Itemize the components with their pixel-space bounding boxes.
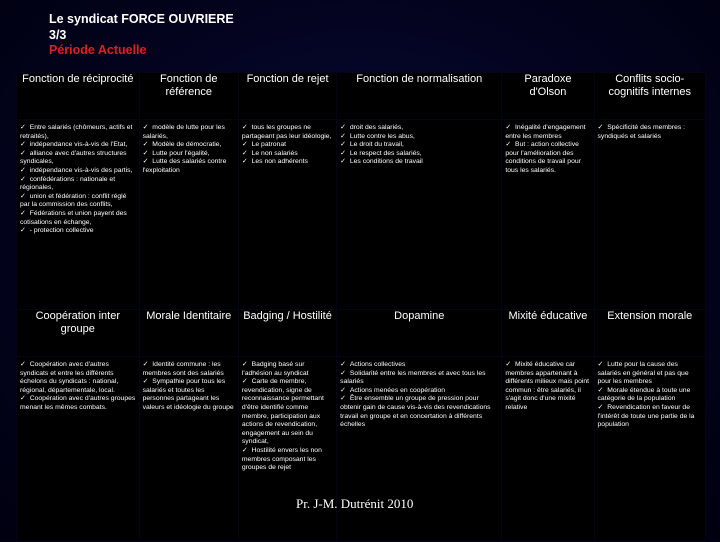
title-line-3: Période Actuelle bbox=[49, 43, 147, 57]
body-cell bbox=[502, 357, 594, 542]
bullet-item: ✓ Coopération avec d'autres groupes menant les mêmes combats. bbox=[20, 395, 136, 412]
header-cell bbox=[502, 310, 594, 357]
bullet-item: ✓ Le non salariés bbox=[242, 150, 333, 159]
bullet-item: ✓ Le droit du travail, bbox=[340, 141, 498, 150]
bullet-item: ✓ Badging basé sur l'adhésion au syndicat bbox=[242, 361, 333, 378]
header-label: Mixité éducative bbox=[508, 310, 588, 322]
bullet-list bbox=[598, 361, 702, 430]
header-cell bbox=[594, 310, 705, 357]
bullet-item: ✓ But : action collective pour l'amélioration des conditions de travail pour tous les salariés. bbox=[505, 141, 590, 175]
bullet-item: ✓ Les non adhérents bbox=[242, 158, 333, 167]
header-label: Paradoxe d'Olson bbox=[524, 73, 572, 98]
bullet-item: ✓ droit des salariés, bbox=[340, 124, 498, 133]
bullet-item: ✓ Morale étendue à toute une catégorie de la population bbox=[598, 387, 702, 404]
bullet-item: ✓ Solidarité entre les membres et avec tous les salariés bbox=[340, 370, 498, 387]
body-cell bbox=[337, 120, 502, 310]
body-cell bbox=[139, 120, 238, 310]
body-cell bbox=[594, 120, 705, 310]
header-cell bbox=[238, 310, 336, 357]
bullet-list bbox=[143, 124, 235, 176]
bullet-list bbox=[20, 124, 136, 236]
header-label: Fonction de réciprocité bbox=[22, 73, 134, 85]
body-row-1 bbox=[17, 120, 706, 310]
bullet-list bbox=[340, 361, 498, 430]
bullet-item: ✓ Fédérations et union payent des cotisations en échange, bbox=[20, 210, 136, 227]
bullet-item: ✓ modèle de lutte pour les salariés, bbox=[143, 124, 235, 141]
header-cell bbox=[17, 310, 140, 357]
body-cell bbox=[594, 357, 705, 542]
bullet-item: ✓ alliance avec d'autres structures syndicales, bbox=[20, 150, 136, 167]
header-cell bbox=[594, 73, 705, 120]
bullet-list bbox=[242, 361, 333, 473]
bullet-list bbox=[143, 361, 235, 413]
bullet-item: ✓ indépendance vis-à-vis de l'Etat, bbox=[20, 141, 136, 150]
bullet-item: ✓ Le respect des salariés, bbox=[340, 150, 498, 159]
body-cell bbox=[17, 357, 140, 542]
bullet-item: ✓ Hostilité envers les non membres composant les groupes de rejet bbox=[242, 447, 333, 473]
header-label: Badging / Hostilité bbox=[243, 310, 332, 322]
bullet-item: ✓ confédérations : nationale et régionales, bbox=[20, 176, 136, 193]
header-row-2 bbox=[17, 310, 706, 357]
body-cell bbox=[238, 120, 336, 310]
bullet-item: ✓ Lutte des salariés contre l'exploitation bbox=[143, 158, 235, 175]
body-row-2 bbox=[17, 357, 706, 542]
bullet-item: ✓ - protection collective bbox=[20, 227, 136, 236]
bullet-item: ✓ Mixité éducative car membres appartenant à différents milieux mais point commun : être salariés, il s'agit donc d'une mixité relative bbox=[505, 361, 590, 413]
title-line-1: Le syndicat FORCE OUVRIERE bbox=[49, 12, 234, 26]
bullet-item: ✓ Lutte contre les abus, bbox=[340, 133, 498, 142]
bullet-item: ✓ Revendication en faveur de l'intérêt de toute une partie de la population bbox=[598, 404, 702, 430]
header-row-1 bbox=[17, 73, 706, 120]
header-cell bbox=[17, 73, 140, 120]
header-cell bbox=[139, 73, 238, 120]
body-cell bbox=[139, 357, 238, 542]
body-cell bbox=[337, 357, 502, 542]
header-cell bbox=[238, 73, 336, 120]
body-cell bbox=[502, 120, 594, 310]
footer-credit: Pr. J-M. Dutrénit 2010 bbox=[296, 496, 414, 511]
bullet-item: ✓ Modèle de démocratie, bbox=[143, 141, 235, 150]
body-cell bbox=[17, 120, 140, 310]
header-label: Extension morale bbox=[607, 310, 693, 322]
header-label: Fonction de normalisation bbox=[356, 73, 483, 85]
bullet-item: ✓ Sympathie pour tous les salariés et toutes les personnes partageant les valeurs et idéologie du groupe bbox=[143, 378, 235, 412]
bullet-item: ✓ Entre salariés (chômeurs, actifs et retraités), bbox=[20, 124, 136, 141]
header-label: Dopamine bbox=[394, 310, 445, 322]
bullet-item: ✓ Lutte pour la cause des salariés en général et pas que pour les membres bbox=[598, 361, 702, 387]
title-line-2: 3/3 bbox=[49, 27, 67, 42]
header-cell bbox=[502, 73, 594, 120]
slide-title bbox=[49, 12, 234, 59]
header-label: Conflits socio-cognitifs internes bbox=[608, 73, 692, 98]
body-cell bbox=[238, 357, 336, 542]
bullet-item: ✓ Coopération avec d'autres syndicats et entre les différents échelons du syndicats : national, régional, départementale, local. bbox=[20, 361, 136, 395]
header-cell bbox=[337, 73, 502, 120]
bullet-item: ✓ Inégalité d'engagement entre les membres bbox=[505, 124, 590, 141]
bullet-item: ✓ tous les groupes ne partageant pas leur idéologie, bbox=[242, 124, 333, 141]
bullet-item: ✓ Identité commune : les membres sont des salariés bbox=[143, 361, 235, 378]
bullet-list bbox=[242, 124, 333, 167]
bullet-item: ✓ Les conditions de travail bbox=[340, 158, 498, 167]
header-label: Fonction de référence bbox=[160, 73, 218, 98]
bullet-item: ✓ Le patronat bbox=[242, 141, 333, 150]
bullet-item: ✓ Spécificité des membres : syndiqués et salariés bbox=[598, 124, 702, 141]
header-label: Morale Identitaire bbox=[146, 310, 232, 322]
bullet-list bbox=[505, 361, 590, 413]
functions-table bbox=[16, 72, 706, 542]
bullet-list bbox=[20, 361, 136, 413]
bullet-list bbox=[505, 124, 590, 176]
bullet-item: ✓ Être ensemble un groupe de pression pour obtenir gain de cause vis-à-vis des revendications travail en groupe et en concertation à différents échelles bbox=[340, 395, 498, 429]
header-label: Coopération inter groupe bbox=[35, 310, 120, 335]
header-cell bbox=[139, 310, 238, 357]
bullet-list bbox=[598, 124, 702, 141]
bullet-item: ✓ indépendance vis-à-vis des partis, bbox=[20, 167, 136, 176]
bullet-item: ✓ Lutte pour l'égalité, bbox=[143, 150, 235, 159]
bullet-item: ✓ union et fédération : conflit réglé par la commission des conflits, bbox=[20, 193, 136, 210]
bullet-list bbox=[340, 124, 498, 167]
header-cell bbox=[337, 310, 502, 357]
bullet-item: ✓ Actions collectives bbox=[340, 361, 498, 370]
bullet-item: ✓ Carte de membre, revendication, signe de reconnaissance permettant d'être identifié comme membre, participation aux actions de revendication, engagement au sein du syndicat, bbox=[242, 378, 333, 447]
header-label: Fonction de rejet bbox=[246, 73, 329, 85]
bullet-item: ✓ Actions menées en coopération bbox=[340, 387, 498, 396]
